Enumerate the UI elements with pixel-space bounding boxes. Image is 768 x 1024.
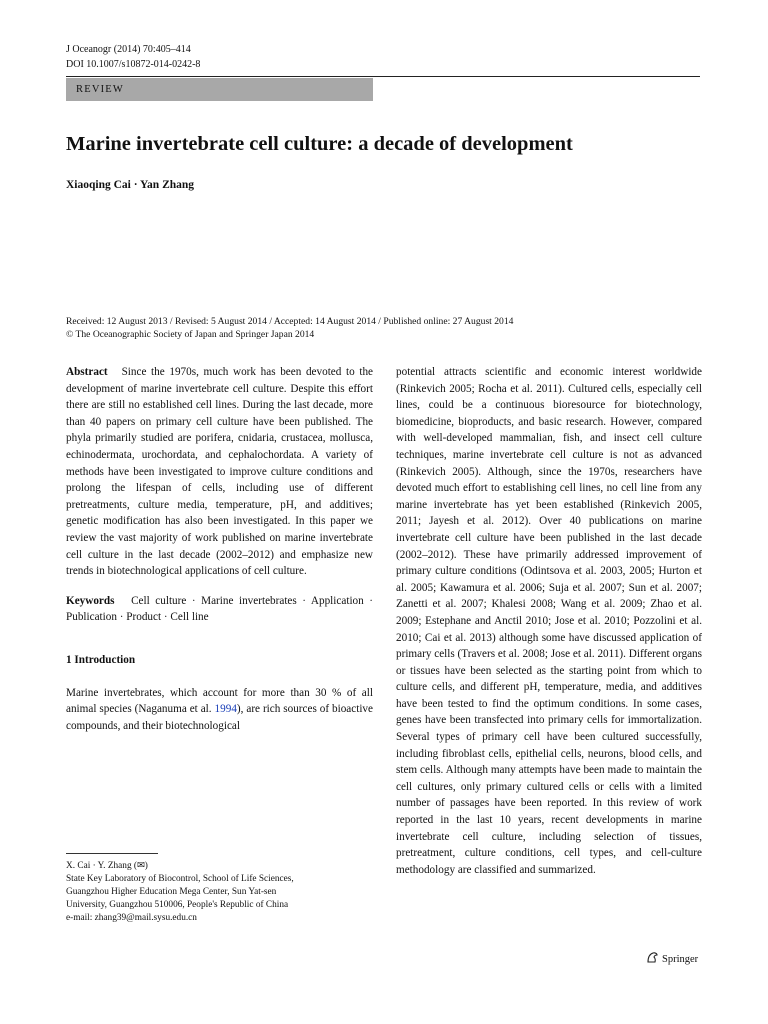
publication-dates [66,315,513,341]
footnote-names: X. Cai · Y. Zhang (✉) [66,861,148,871]
copyright-line: © The Oceanographic Society of Japan and Springer Japan 2014 [66,329,315,340]
intro-text-start: Marine invertebrates, which account for more than 30 % of all animal species (Naganuma et al. [66,686,373,716]
footnote-affiliation-1: State Key Laboratory of Biocontrol, School of Life Sciences, [66,874,294,884]
article-title: Marine invertebrate cell culture: a decade of development [66,133,573,155]
section-label: REVIEW [66,78,373,101]
journal-citation: J Oceanogr (2014) 70:405–414 [66,44,191,55]
footnote-affiliation-2: Guangzhou Higher Education Mega Center, Sun Yat-sen [66,887,277,897]
keywords [66,593,373,626]
publisher-name: Springer [662,954,699,965]
footnote-email[interactable]: e-mail: zhang39@mail.sysu.edu.cn [66,913,197,923]
left-column [66,364,373,734]
journal-header [66,42,200,72]
springer-horse-icon [646,951,659,964]
introduction-continued: potential attracts scientific and economic interest worldwide (Rinkevich 2005; Rocha et al. 2011). Cultured cells, especially cell lines, could be a continuous bioresource for biotechnology, biomedicine, bioproducts, and basic research. However, compared with well-developed mammalian, fish, and insect cell culture techniques, marine invertebrate cell culture is not as advanced (Rinkevich 2005). Although, since the 1970s, researchers have devoted much effort to establishing cell lines, no cell line from any marine invertebrate has yet been established (Rinkevich 2005, 2011; Jayesh et al. 2012). Over 40 publications on marine invertebrate cell culture have been published in the last decade (2002–2012). These have primarily addressed improvement of primary culture conditions (Odintsova et al. 2003, 2005; Hurton et al. 2005; Kawamura et al. 2006; Suja et al. 2007; Sun et al. 2007; Zanetti et al. 2007; Khalesi 2008; Wang et al. 2009; Zhao et al. 2009; Estephane and Anctil 2010; Jose et al. 2010; Pozzolini et al. 2010; Cai et al. 2013) although some have discussed application of primary cells (Travers et al. 2008; Jose et al. 2011). Different organs or tissues have been selected as the starting point from which to culture cells, and different pH, temperature, media, and additives have been tested to find the optimum conditions. In some cases, genes have been transfected into primary cells for immortalization. Several types of primary cell have been cultured successfully, including fibroblast cells, epithelial cells, neurons, blood cells, and stem cells. Although many attempts have been made to maintain the cell cultures, only primary cultured cells or cells with a limited number of passages have been reported. In this review of work reported in the last 10 years, recent developments in marine invertebrate cell culture, including selection of tissues, pretreatment, culture conditions, cell types, and cell-culture methodology are classified and summarized. [396,366,702,876]
abstract-heading: Abstract [66,366,108,378]
citation-link[interactable]: 1994 [214,703,237,716]
introduction-heading: 1 Introduction [66,653,136,666]
dates-line: Received: 12 August 2013 / Revised: 5 August 2014 / Accepted: 14 August 2014 / Published online: 27 August 2014 [66,316,514,327]
abstract-text: Since the 1970s, much work has been devoted to the development of marine invertebrate cell culture. Despite this effort there are still no established cell lines. During the last decade, more than 40 papers on primary cell culture have been published. The phyla primarily studied are porifera, cnidaria, crustacea, mollusca, echinodermata, urochordata, and cephalochordata. A variety of methods have been investigated to improve culture conditions and prolong the lifespan of cells, including use of different pretreatments, culture media, temperature, pH, and additives; genetic modification has also been investigated. In this paper we review the vast majority of work published on marine invertebrate cell culture in the last decade (2002–2012) and emphasize new trends in biotechnological applications of cell culture. [66,366,374,578]
keywords-text: Cell culture · Marine invertebrates · Application · Publication · Product · Cell line [66,594,373,624]
footnote-rule [66,853,158,854]
intro-text-end: ), are rich sources of bioactive compounds, and their biotechnological [66,703,373,732]
footnote-affiliation-3: University, Guangzhou 510006, People's Republic of China [66,900,289,910]
abstract [66,364,373,580]
right-column [396,364,702,878]
introduction-paragraph [66,685,373,735]
keywords-heading: Keywords [66,594,115,607]
header-rule [66,76,700,77]
doi[interactable]: DOI 10.1007/s10872-014-0242-8 [66,59,201,70]
author-list: Xiaoqing Cai · Yan Zhang [66,179,195,191]
author-footnote [66,860,376,925]
publisher-mark [646,951,698,965]
